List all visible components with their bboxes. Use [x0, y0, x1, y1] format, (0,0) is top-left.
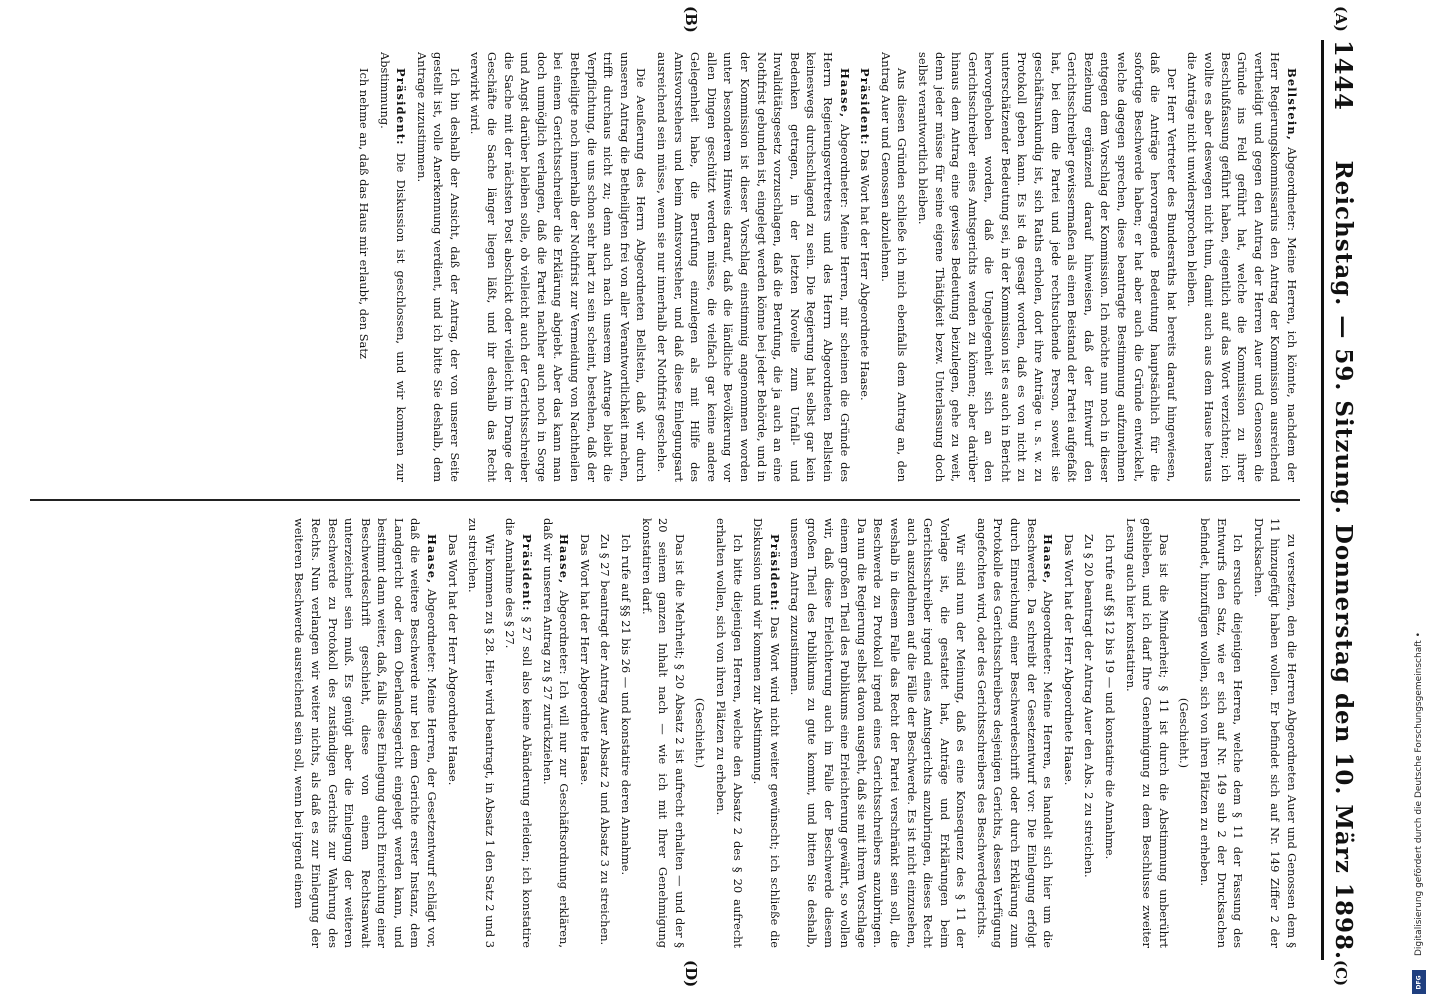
speaker-name: Präsident: — [858, 68, 873, 146]
paragraph-text: Abgeordneter: Meine Herren, der Gesetzentwurf schlägt vor, daß die weitere Beschwerde nur bei dem Gerichte erster Instanz, dem Landgericht oder dem Oberlandesgericht eingelegt werden kann, und bestimmt dann weiter, daß, falls diese Einlegung durch Einreichung einer Beschwerdeschrift geschieht, diese von einem Rechtsanwalt unterzeichnet sein muß. Es genügt aber die Einlegung der weiteren Beschwerde zu Protokoll des zuständigen Gerichts zur Wahrung des Rechts. Nun verlangen wir weiter nichts, als daß es zur Einlegung der weiteren Beschwerde ausreichend sein soll, wenn bei irgend einem — [292, 518, 440, 948]
paragraph-text: Abgeordneter: Meine Herren, es handelt sich hier um die Beschwerde. Da schreibt der Gesetzentwurf vor: Die Einlegung erfolgt durch Einreichung einer Beschwerdeschrift oder durch Erklärung zum Protokolle des Gerichtsschreibers desjenigen Gerichts, dessen Verfügung angefochten wird, oder des Gerichtsschreibers des Beschwerdegerichts. — [974, 518, 1056, 948]
dfg-logo — [1412, 970, 1426, 994]
paragraph-text: Ich rufe auf §§ 21 bis 26 — und konstatire deren Annahme. — [619, 534, 634, 876]
paragraph — [502, 518, 535, 948]
paragraph-text: Zu § 20 beantragt der Antrag Auer den Abs. 2 zu streichen. — [1082, 534, 1097, 878]
paragraph-text: (Geschieht.) — [1177, 697, 1192, 769]
paragraph-text: Das Wort hat der Herr Abgeordnete Haase. — [577, 534, 592, 786]
paragraph-text: Wir sind nun der Meinung, daß es eine Konsequenz des § 11 der Vorlage ist, die gestattet hat, Anträge und Erklärungen beim Gerichtsschreiber irgend eines Amtsgerichts anzubringen, dieses Recht auch auszudehnen auf die Fälle der Beschwerde. Es ist nicht einzusehen, weshalb in diesem Falle das Recht der Partei verschränkt sein soll, die Beschwerde zu Protokoll irgend eines Gerichtsschreibers anzubringen. Da nun die Regierung selbst davon ausgeht, daß sie mit ihrem Vorschlage einem großen Theil des Publikums eine Erleichterung gewährt, so wollen wir, daß diese Erleichterung auch im Falle der Beschwerde diesem großen Theil des Publikums zu gute kommt, und bitten Sie deshalb, unserem Antrag zuzustimmen. — [788, 518, 969, 948]
paragraph — [1122, 518, 1172, 948]
paragraph — [857, 52, 874, 482]
speaker-name: Haase, — [557, 534, 572, 585]
paragraph-text: Das ist die Mehrheit; § 20 Absatz 2 ist aufrecht erhalten — und der § 20 seinem ganzen Inhalt nach — wie ich mit Ihrer Genehmigung konstatiren darf. — [639, 518, 687, 948]
paragraph — [914, 52, 1180, 482]
page-header — [1321, 40, 1364, 960]
paragraph — [653, 52, 852, 482]
footer-attribution: Digitalisierung gefördert durch die Deutsche Forschungsgemeinschaft • — [1414, 632, 1424, 956]
speaker-name: Haase, — [425, 534, 440, 585]
paragraph — [750, 518, 783, 948]
paragraph-text: Abgeordneter: Meine Herren, ich könnte, nachdem der Herr Regierungskommissarius den Antrag der Kommission ausreichend vertheidigt und gegen den Antrag der Herren Auer und Genossen die Gründe ins Feld geführt hat, welche die Kommission zu ihrer Beschlußfassung geführt haben, eigentlich auf das Wort verzichten; ich wollte es aber deswegen nicht thun, damit auch aus dem Hause heraus die Anträge nicht unwidersprochen bleiben. — [1185, 52, 1299, 482]
paragraph — [376, 52, 409, 482]
paragraph — [692, 518, 709, 948]
paragraph — [539, 518, 572, 948]
paragraph — [1081, 518, 1098, 948]
paragraph — [465, 518, 498, 948]
paragraph-text: Ich bin deshalb der Ansicht, daß der Antrag, der von unserer Seite gestellt ist, volle Anerkennung verdient, und ich bitte Sie deshalb, dem Antrage zuzustimmen. — [414, 52, 462, 482]
paragraph-text: Das Wort hat der Herr Abgeordnete Haase. — [1061, 534, 1076, 786]
paragraph — [877, 52, 910, 482]
dfg-logo-text: DFG — [1415, 974, 1423, 990]
speaker-name: Präsident: — [520, 534, 535, 612]
paragraph-text: Das Wort wird nicht weiter gewünscht; ich schließe die Diskussion und wir kommen zur Abstimmung. — [751, 518, 782, 948]
paragraph-text: Aus diesen Gründen schließe ich mich ebenfalls dem Antrag an, den Antrag Auer und Genossen abzulehnen. — [878, 52, 910, 482]
paragraph — [467, 52, 650, 482]
paragraph — [576, 518, 593, 948]
paragraph-text: Ich ersuche diejenigen Herren, welche dem § 11 der Fassung des Entwurfs den Satz, wie er sich auf Nr. 149 sub 2 der Drucksachen befindet, hinzufügen wollen, sich von ihren Plätzen zu erheben. — [1198, 518, 1246, 948]
paragraph — [712, 518, 745, 948]
page-number: 1444 — [1329, 40, 1359, 111]
speaker-name: Bellstein, — [1285, 68, 1299, 142]
paragraph — [1184, 52, 1300, 482]
paragraph — [355, 52, 372, 482]
paragraph — [638, 518, 688, 948]
section-marker-a: (A) — [1332, 6, 1350, 32]
speaker-name: Präsident: — [394, 68, 409, 146]
paragraph-text: zu versetzen, den die Herren Abgeordneten Auer und Genossen dem § 11 hinzugefügt haben wollen. Er befindet sich auf Nr. 149 Ziffer 2 der Drucksachen. — [1251, 518, 1299, 948]
paragraph — [973, 518, 1056, 948]
paragraph — [413, 52, 463, 482]
paragraph-text: § 27 soll also keine Abänderung erleiden; ich konstatire die Annahme des § 27. — [503, 518, 535, 948]
speaker-name: Haase, — [837, 68, 852, 119]
paragraph-text: Das Wort hat der Herr Abgeordnete Haase. — [858, 145, 873, 401]
paragraph-text: Ich bitte diejenigen Herren, welche den Absatz 2 des § 20 aufrecht erhalten wollen, sich von ihren Plätzen zu erheben. — [714, 518, 745, 948]
paragraph-text: Zu § 27 beantragt der Antrag Auer Absatz 2 und Absatz 3 zu streichen. — [598, 534, 613, 946]
paragraph — [787, 518, 970, 948]
section-marker-c: (C) — [1332, 960, 1350, 987]
paragraph — [597, 518, 614, 948]
paragraph-text: Die Aeußerung des Herrn Abgeordneten Bellstein, daß wir durch unseren Antrag die Betheiligten frei von aller Verantwortlichkeit machen, trifft durchaus nicht zu; denn auch nach unserem Antrage bleibt die Verpflichtung, die uns schon sehr hart zu sein scheint, bestehen, daß der Betheiligte noch innerhalb der Nothfrist zur Vermeidung von Nachtheilen bei einem Gerichtsschreiber die Erklärung abgiebt. Aber das kann man doch unmöglich verlangen, daß die Partei nachher auch noch in Sorge und Angst darüber bleiben solle, ob vielleicht auch der Gerichtsschreiber die Sache mit der nächsten Post abschickt oder vielleicht im Drange der Geschäfte die Sache länger liegen läßt, und ihr deshalb das Recht verwirkt wird. — [468, 52, 649, 482]
right-column — [30, 518, 1300, 948]
left-column — [30, 52, 1300, 482]
section-marker-b: (B) — [682, 6, 700, 33]
paragraph — [617, 518, 634, 948]
paragraph-text: Die Diskussion ist geschlossen, und wir kommen zur Abstimmung. — [377, 52, 409, 482]
running-title: Reichstag. — 59. Sitzung. Donnerstag den 10. März 1898. — [1330, 160, 1358, 960]
paragraph-text: (Geschieht.) — [693, 697, 708, 769]
paragraph-text: Ich nehme an, daß das Haus mir erlaubt, den Satz — [356, 68, 371, 359]
paragraph — [1196, 518, 1246, 948]
section-marker-d: (D) — [682, 960, 700, 988]
paragraph-text: Das Wort hat der Herr Abgeordnete Haase. — [445, 534, 460, 786]
column-divider — [30, 499, 1300, 501]
paragraph — [1101, 518, 1118, 948]
paragraph — [291, 518, 440, 948]
paragraph — [444, 518, 461, 948]
paragraph-text: Der Herr Vertreter des Bundesraths hat bereits darauf hingewiesen, daß die Anträge hervorragende Bedeutung hauptsächlich für die sofortige Beschwerde haben; er hat aber auch die Gründe entwickelt, welche dagegen sprechen, diese beantragte Bestimmung aufzunehmen entgegen dem Vorschlag der Kommission. Ich möchte nun noch in dieser Beziehung ergänzend darauf hinweisen, daß der Entwurf den Gerichtsschreiber gewissermaßen als einen Beistand der Partei aufgefaßt hat, bei dem die Partei und jede rechtsuchende Person, soweit sie geschäftsunkundig ist, sich Raths erholen, dort ihre Anträge u. s. w. zu Protokoll geben kann. Es ist da gesagt worden, daß es von nicht zu unterschätzender Bedeutung sei, in der Kommission ist es auch in Bericht hervorgehoben worden, daß die Ungelegenheit sich an den Gerichtsschreiber eines Amtsgerichts wenden zu können; aber darüber hinaus dem Antrag eine gewisse Bedeutung beizulegen, gehe zu weit, denn jeder müsse für seine eigene Thätigkeit bezw. Unterlassung doch selbst verantwortlich bleiben. — [915, 52, 1179, 482]
paragraph-text: Abgeordneter: Meine Herren, mir scheinen die Gründe des Herrn Regierungsvertreters und des Herrn Abgeordneten Bellstein keineswegs durchschlagend zu sein. Die Regierung hat selbst gar kein Bedenken getragen, in der letzten Novelle zum Unfall- und Invaliditätsgesetz vorzuschlagen, daß die Berufung, die ja auch an eine Nothfrist gebunden ist, eingelegt werden könne bei jeder Behörde, und in der Kommission ist dieser Vorschlag einstimmig angenommen worden unter besonderem Hinweis darauf, daß die ländliche Bevölkerung vor allen Dingen geschützt werden müsse, die vielfach gar keine andere Gelegenheit habe, die Berufung einzulegen als mit Hilfe des Amtsvorstehers und beim Amtsvorsteher, und daß diese Einlegungsart ausreichend sein müsse, wenn sie nur innerhalb der Nothfrist geschehe. — [655, 52, 852, 482]
paragraph — [1176, 518, 1193, 948]
digitization-footer — [1412, 36, 1426, 996]
paragraph — [1060, 518, 1077, 948]
paragraph-text: Wir kommen zu § 28. Hier wird beantragt, in Absatz 1 den Satz 2 und 3 zu streichen. — [466, 518, 497, 948]
speaker-name: Präsident: — [767, 534, 782, 612]
paragraph-text: Abgeordneter: Ich will nur zur Geschäftsordnung erklären, daß wir unseren Antrag zu § 27 zurückziehen. — [540, 518, 572, 948]
paragraph-text: Ich rufe auf §§ 12 bis 19 — und konstatire die Annahme. — [1103, 534, 1118, 860]
paragraph-text: Das ist die Minderheit; § 11 ist durch die Abstimmung unberührt geblieben, und ich darf Ihre Genehmigung zu dem Beschlusse zweiter Lesung auch hier konstatiren. — [1123, 518, 1171, 948]
paragraph — [1250, 518, 1300, 948]
speaker-name: Haase, — [1041, 534, 1056, 585]
